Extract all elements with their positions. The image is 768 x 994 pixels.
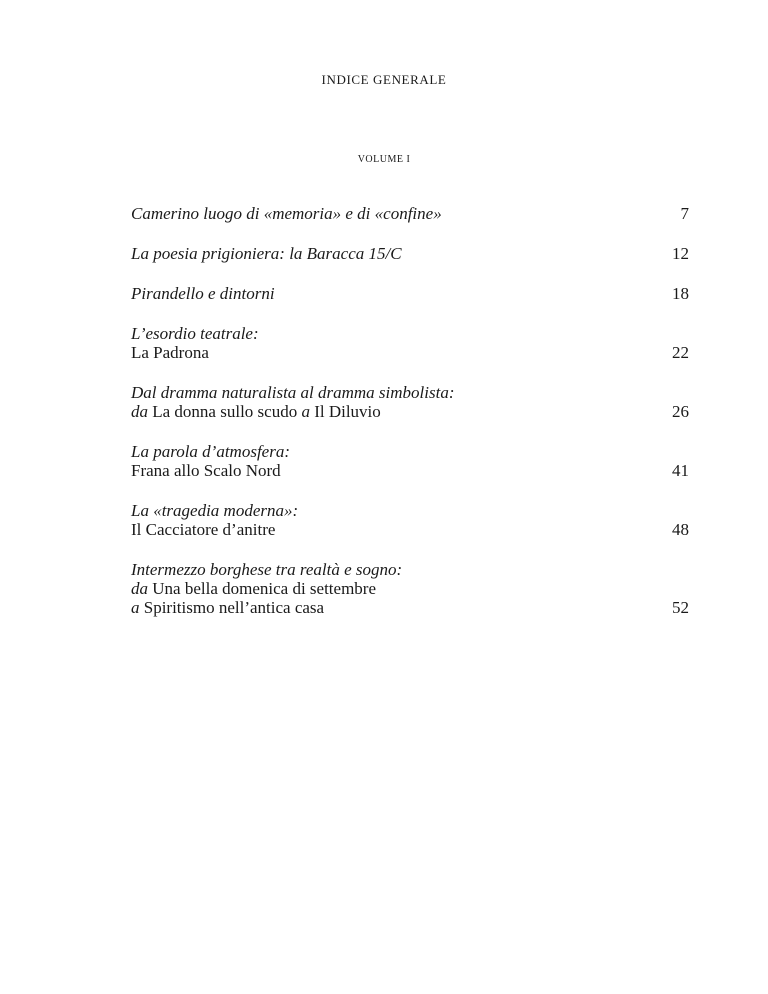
volume-heading: VOLUME I xyxy=(357,154,411,165)
entry-subtitle xyxy=(131,402,629,421)
table-of-contents xyxy=(131,204,689,638)
entry-work-title: Il Cacciatore d’anitre xyxy=(131,520,276,539)
entry-work-title: La donna sullo scudo xyxy=(152,402,298,421)
toc-entry xyxy=(131,501,689,539)
entry-page-number: 12 xyxy=(672,244,689,263)
toc-entry xyxy=(131,244,689,263)
prefix-da: da xyxy=(131,402,148,421)
toc-entry xyxy=(131,324,689,362)
toc-entry xyxy=(131,383,689,421)
entry-page-number: 26 xyxy=(672,402,689,421)
entry-work-title: Il Diluvio xyxy=(314,402,381,421)
prefix-da: da xyxy=(131,579,148,598)
entry-page-number: 22 xyxy=(672,343,689,362)
prefix-a: a xyxy=(131,598,140,617)
entry-work-title: La Padrona xyxy=(131,343,209,362)
entry-title: La parola d’atmosfera: xyxy=(131,442,290,461)
entry-title: L’esordio teatrale: xyxy=(131,324,259,343)
toc-entry xyxy=(131,284,689,303)
entry-page-number: 18 xyxy=(672,284,689,303)
entry-work-title: Spiritismo nell’antica casa xyxy=(143,598,325,617)
entry-title: Pirandello e dintorni xyxy=(131,284,275,303)
entry-page-number: 41 xyxy=(672,461,689,480)
entry-title: La «tragedia moderna»: xyxy=(131,501,299,520)
entry-title: Intermezzo borghese tra realtà e sogno: xyxy=(131,560,403,579)
entry-subtitle xyxy=(131,579,629,598)
entry-title: Dal dramma naturalista al dramma simbolista: xyxy=(131,383,455,402)
entry-work-title: Una bella domenica di settembre xyxy=(152,579,376,598)
entry-page-number: 52 xyxy=(672,598,689,617)
entry-title: Camerino luogo di «memoria» e di «confine» xyxy=(131,204,442,223)
entry-page-number: 7 xyxy=(680,204,689,223)
entry-work-title: Frana allo Scalo Nord xyxy=(131,461,281,480)
entry-title: La poesia prigioniera: la Baracca 15/C xyxy=(131,244,402,263)
toc-entry xyxy=(131,560,689,617)
toc-entry xyxy=(131,442,689,480)
page-title: INDICE GENERALE xyxy=(321,72,447,87)
entry-subtitle xyxy=(131,598,629,617)
toc-entry xyxy=(131,204,689,223)
entry-page-number: 48 xyxy=(672,520,689,539)
prefix-a: a xyxy=(301,402,310,421)
